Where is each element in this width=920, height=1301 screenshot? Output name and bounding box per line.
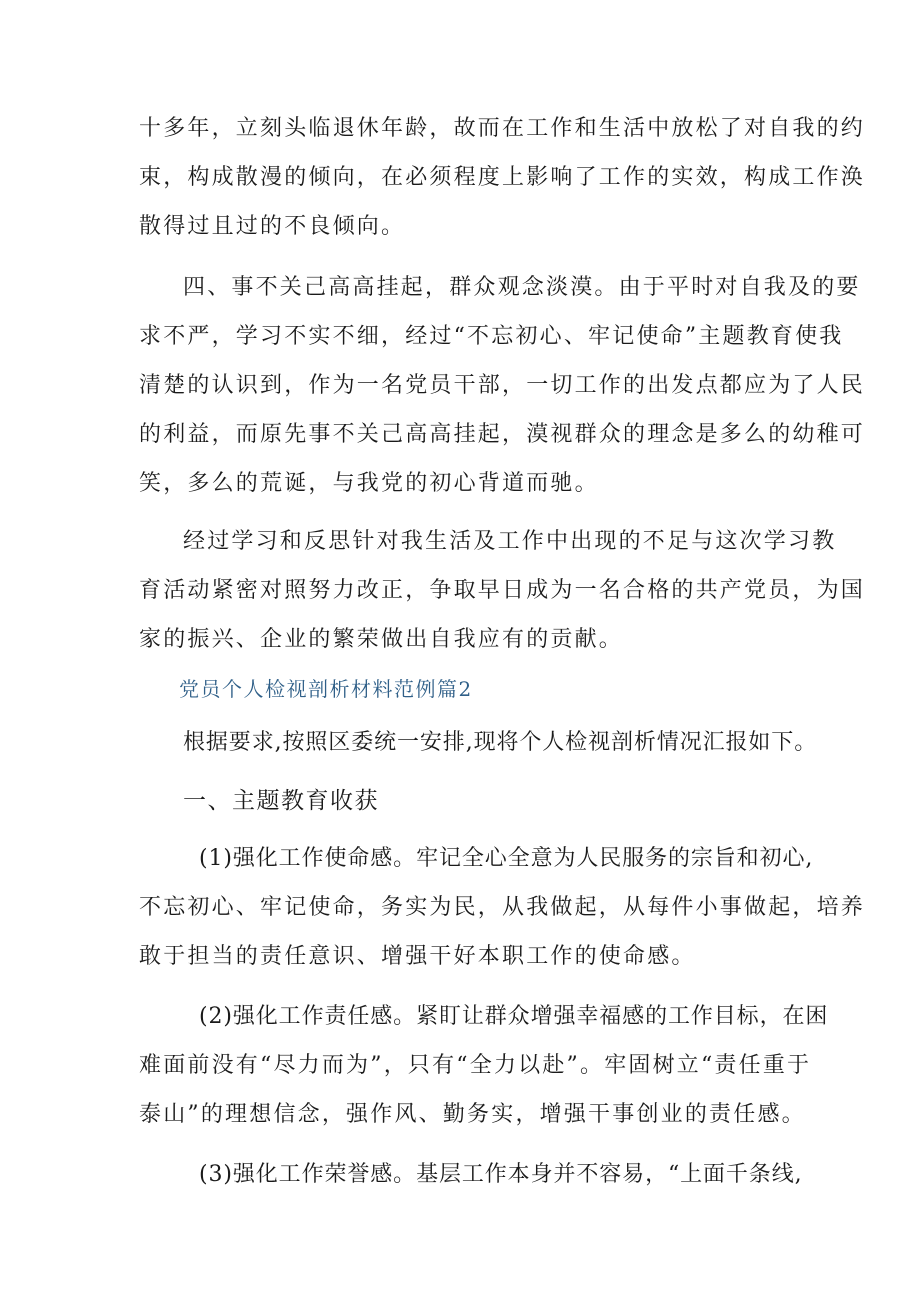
item-2-line-3: 泰山”的理想信念，强作风、勤务实，增强干事创业的责任感。 (139, 1102, 806, 1127)
paragraph-2-line-1: 四、事不关己高高挂起，群众观念淡漠。由于平时对自我及的要 (183, 275, 861, 300)
paragraph-3-line-2: 育活动紧密对照努力改正，争取早日成为一名合格的共产党员，为国 (139, 578, 866, 603)
item-2-line-2: 难面前没有“尽力而为”，只有“全力以赴”。牢固树立“责任重于 (139, 1053, 812, 1078)
intro-paragraph: 根据要求,按照区委统一安排,现将个人检视剖析情况汇报如下。 (183, 730, 818, 755)
paragraph-2-line-4: 的利益，而原先事不关己高高挂起，漠视群众的理念是多么的幼稚可 (139, 422, 866, 447)
item-1-line-3: 敢于担当的责任意识、增强干好本职工作的使命感。 (139, 944, 696, 969)
paragraph-1-line-2: 束，构成散漫的倾向，在必须程度上影响了工作的实效，构成工作涣 (139, 165, 866, 190)
paragraph-2-line-3: 清楚的认识到，作为一名党员干部，一切工作的出发点都应为了人民 (139, 373, 866, 398)
article-title: 党员个人检视剖析材料范例篇2 (179, 677, 473, 701)
paragraph-1-line-3: 散得过且过的不良倾向。 (139, 214, 406, 239)
paragraph-1-line-1: 十多年，立刻头临退休年龄，故而在工作和生活中放松了对自我的约 (139, 116, 866, 141)
item-2-line-1: (2)强化工作责任感。紧盯让群众增强幸福感的工作目标，在困 (199, 1004, 829, 1029)
paragraph-2-line-2: 求不严，学习不实不细，经过“不忘初心、牢记使命”主题教育使我 (139, 324, 844, 349)
paragraph-3-line-1: 经过学习和反思针对我生活及工作中出现的不足与这次学习教 (183, 529, 837, 554)
item-1-line-2: 不忘初心、牢记使命，务实为民，从我做起，从每件小事做起，培养 (139, 895, 866, 920)
paragraph-3-line-3: 家的振兴、企业的繁荣做出自我应有的贡献。 (139, 627, 624, 652)
section-heading: 一、主题教育收获 (183, 788, 379, 814)
item-3-line-1: (3)强化工作荣誉感。基层工作本身并不容易，“上面千条线, (199, 1162, 803, 1187)
paragraph-2-line-5: 笑，多么的荒诞，与我党的初心背道而驰。 (139, 471, 599, 496)
item-1-line-1: (1)强化工作使命感。牢记全心全意为人民服务的宗旨和初心, (199, 846, 814, 871)
